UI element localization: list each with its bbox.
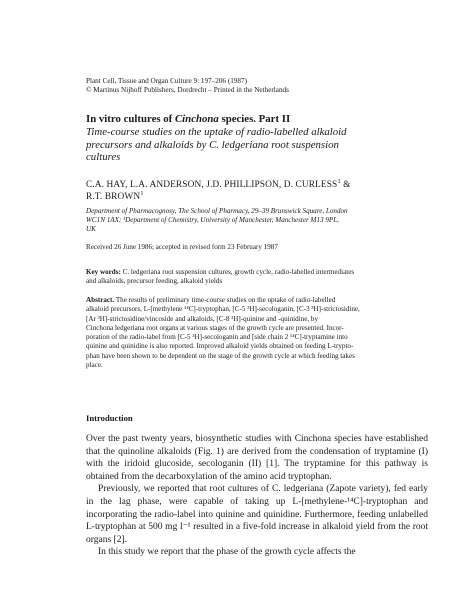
affiliation-line-2: WC1N 1AX; ¹Department of Chemistry, University of Manchester, Manchester M13 9PL,	[86, 216, 339, 225]
paragraph-1: Over the past twenty years, biosynthetic studies with Cinchona species have established that the quinoline alkaloids (Fig. 1) are derived from the condensation of tryptamine (I) with the iridoid glucoside, secologanin (II) [1]. The tryptamine for this pathway is obtained from the decarboxylation of the amino acid tryptophan.	[86, 434, 428, 482]
introduction-body	[86, 433, 428, 559]
received-dates: Received 26 June 1986; accepted in revised form 23 February 1987	[86, 243, 278, 251]
abstract	[86, 296, 426, 370]
authors-text-1: C.A. HAY, L.A. ANDERSON, J.D. PHILLIPSON, D. CURLESS	[86, 180, 338, 190]
publisher-line: © Martinus Nijhoff Publishers, Dordrecht – Printed in the Netherlands	[86, 86, 289, 94]
keywords-line-2: and alkaloids, precursor feeding, alkaloid yields	[86, 277, 223, 286]
title-prefix: In vitro cultures of	[86, 113, 175, 125]
title-suffix: species. Part II	[218, 113, 291, 125]
authors-text-2: R.T. BROWN	[86, 191, 141, 202]
abstract-label: Abstract.	[86, 296, 115, 304]
author-line-1	[86, 177, 431, 192]
section-heading-introduction: Introduction	[86, 413, 133, 423]
author-sup-2: 1	[140, 189, 144, 197]
keywords-label: Key words:	[86, 268, 121, 276]
abstract-line-4: Cinchona ledgeriana root organs at various stages of the growth cycle are presented. Incor-	[86, 323, 344, 332]
paragraph-3: In this study we report that the phase of the growth cycle affects the	[98, 547, 356, 558]
abstract-line-8: place.	[86, 361, 103, 370]
author-line-2	[86, 189, 431, 204]
title-genus: Cinchona	[174, 113, 219, 125]
abstract-line-2: alkaloid precursors, L-[methylene ¹⁴C]-tryptophan, [C-5 ³H]-secologanin, [C-3 ³H]-strictosidine,	[86, 305, 360, 314]
journal-header	[86, 77, 289, 95]
abstract-text-1: The results of preliminary time-course studies on the uptake of radio-labelled	[114, 296, 336, 304]
authors-ampersand: &	[340, 180, 351, 190]
affiliations	[86, 207, 431, 235]
keywords-line-1	[86, 268, 426, 277]
abstract-line-7: phan have been shown to be dependent on the stage of the growth cycle at which feeding takes	[86, 351, 355, 360]
article-title	[86, 113, 426, 164]
author-sup-1: 1	[337, 177, 341, 185]
journal-citation: Plant Cell, Tissue and Organ Culture 9: 197–206 (1987)	[86, 77, 247, 85]
abstract-line-5: poration of the radio-label from [C-5 ³H]-secologanin and [side chain 2 ¹⁴C]-tryptamine into	[86, 333, 348, 342]
keywords	[86, 268, 426, 286]
title-subtitle-1: Time-course studies on the uptake of radio-labelled alkaloid	[86, 125, 347, 138]
title-main	[86, 113, 426, 126]
author-list	[86, 177, 431, 203]
abstract-line-6: quinine and quinidine is also reported. Improved alkaloid yields obtained on feeding L-trypto-	[86, 342, 354, 351]
abstract-line-3: [Ar ³H]-strictosidine/vincoside and alkaloids, [C-8 ³H]-quinine and -quinidine, by	[86, 314, 318, 323]
paragraph-2: Previously, we reported that root cultures of C. ledgeriana (Zapote variety), fed early in the lag phase, were capable of taking up L-[methylene-¹⁴C]-tryptophan and incorporating the radio-label into quinine and quinidine. Furthermore, feeding unlabelled L-tryptophan at 500 mg l⁻¹ resulted in a five-fold increase in alkaloid yield from the root organs [2].	[86, 484, 428, 545]
keywords-text-1: C. ledgeriana root suspension cultures, growth cycle, radio-labelled intermediates	[120, 268, 355, 276]
abstract-line-1	[86, 296, 426, 305]
affiliation-line-3: UK	[86, 225, 96, 234]
title-subtitle-2: precursors and alkaloids by C. ledgeriana root suspension	[86, 138, 339, 151]
title-subtitle-3: cultures	[86, 151, 121, 164]
affiliation-line-1: Department of Pharmacognosy, The School of Pharmacy, 29–39 Brunswick Square, London	[86, 207, 348, 215]
